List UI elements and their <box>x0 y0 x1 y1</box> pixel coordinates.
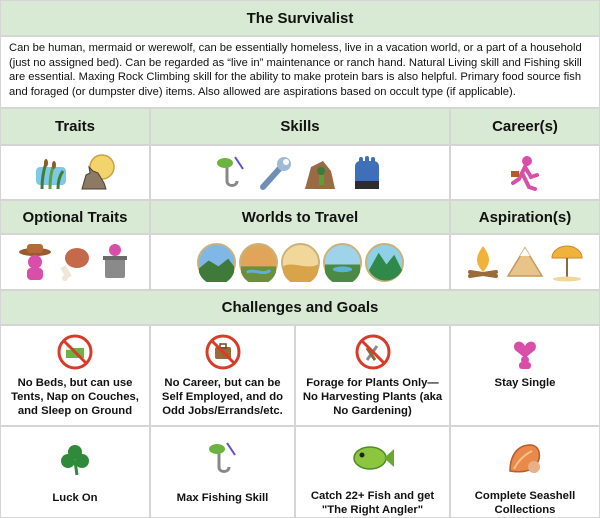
goal-text: Stay Single <box>494 377 556 389</box>
world-lake-icon <box>323 243 362 282</box>
goal-cell <box>0 325 150 426</box>
traits-icons <box>0 145 150 200</box>
wrench-icon <box>255 153 295 193</box>
wolf-moon-icon <box>76 153 118 193</box>
goal-cell <box>150 426 295 518</box>
page-title: The Survivalist <box>0 0 600 36</box>
fishing-hook-icon <box>205 438 241 480</box>
no-bed-icon <box>57 334 93 370</box>
aspirations-header: Aspiration(s) <box>450 200 600 234</box>
cowboy-icon <box>17 242 53 282</box>
glove-icon <box>347 153 387 193</box>
skills-header: Skills <box>150 108 450 145</box>
campfire-icon <box>464 242 502 282</box>
fish-icon <box>350 437 396 479</box>
single-heart-icon <box>507 334 543 370</box>
reeds-pond-icon <box>32 153 72 193</box>
fishing-hook-icon <box>213 153 249 193</box>
challenges-header: Challenges and Goals <box>0 290 600 325</box>
world-desert-icon <box>281 243 320 282</box>
goal-text: Max Fishing Skill <box>176 492 269 504</box>
meat-leg-icon <box>57 242 93 282</box>
goal-text: Catch 22+ Fish and get "The Right Angler" <box>310 490 435 516</box>
trash-can-icon <box>97 242 133 282</box>
mountain-icon <box>506 242 544 282</box>
careers-icons <box>450 145 600 200</box>
optional-traits-header: Optional Traits <box>0 200 150 234</box>
goal-text: No Beds, but can use Tents, Nap on Couches, and Sleep on Ground <box>11 377 139 417</box>
rock-climber-icon <box>301 153 341 193</box>
goal-cell <box>150 325 295 426</box>
goal-cell <box>295 426 450 518</box>
clover-icon <box>57 441 93 477</box>
no-gardening-icon <box>355 334 391 370</box>
aspirations-icons <box>450 234 600 290</box>
worlds-header: Worlds to Travel <box>150 200 450 234</box>
goal-cell <box>450 426 600 518</box>
goal-cell <box>0 426 150 518</box>
beach-umbrella-icon <box>548 242 586 282</box>
goal-cell <box>450 325 600 426</box>
worlds-icons <box>150 234 450 290</box>
goal-text: Forage for Plants Only—No Harvesting Plants (aka No Gardening) <box>302 377 443 417</box>
world-forest-icon <box>197 243 236 282</box>
traits-header: Traits <box>0 108 150 145</box>
seashell-icon <box>504 437 546 479</box>
goal-text: No Career, but can be Self Employed, and do Odd Jobs/Errands/etc. <box>161 377 284 417</box>
no-briefcase-icon <box>205 334 241 370</box>
goal-text: Luck On <box>52 492 98 504</box>
careers-header: Career(s) <box>450 108 600 145</box>
optional-traits-icons <box>0 234 150 290</box>
world-jungle-icon <box>365 243 404 282</box>
running-figure-icon <box>507 153 543 193</box>
skills-icons <box>150 145 450 200</box>
world-river-icon <box>239 243 278 282</box>
goal-text: Complete Seashell Collections <box>474 490 576 516</box>
description-text: Can be human, mermaid or werewolf, can be essentially homeless, live in a vacation world, or a part of a household (just no assigned bed). Can be regarded as “live in” maintenance or ranch hand. Natural Living skill and Fishing skill are essential. Maxing Rock Climbing skill for the ability to make protein bars is also helpful. Primary food source fish and foraged (or dumpster dive) items. Also allowed are aspirations based on occult type (if applicable). <box>0 36 600 108</box>
goal-cell <box>295 325 450 426</box>
